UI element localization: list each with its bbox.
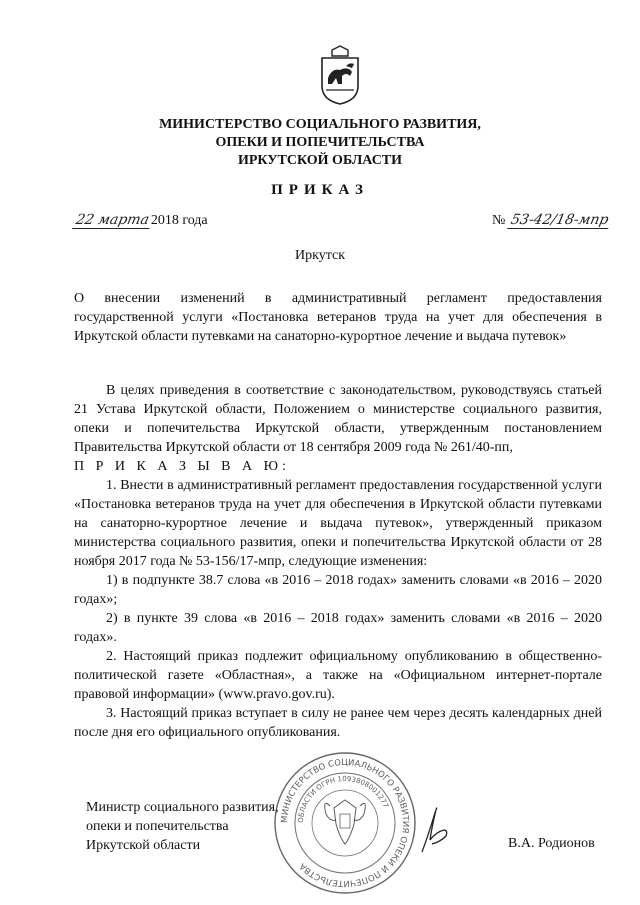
handwritten-signature	[414, 796, 454, 856]
item-3-paragraph: 3. Настоящий приказ вступает в силу не ранее чем через десять календарных дней после дня его официального опубликования.	[74, 706, 602, 740]
stamp-ring-text: МИНИСТЕРСТВО СОЦИАЛЬНОГО РАЗВИТИЯ ОПЕКИ И ПОПЕЧИТЕЛЬСТВА	[279, 757, 411, 889]
item-2-paragraph: 2. Настоящий приказ подлежит официальному опубликованию в общественно-политической газете «Областная», а также на «Официальном интернет-портале правовой информации» (www.pravo.gov.ru).	[74, 649, 602, 702]
position-line-1: Министр социального развития,	[86, 800, 279, 815]
ministry-name-line-1: МИНИСТЕРСТВО СОЦИАЛЬНОГО РАЗВИТИЯ,	[159, 117, 481, 132]
order-number	[492, 212, 610, 229]
city-name: Иркутск	[294, 248, 346, 263]
order-word: П Р И К А З Ы В А Ю:	[74, 459, 290, 474]
stamp-inner-text: ОБЛАСТИ ОГРН 1093808001277	[296, 774, 390, 824]
handwritten-number: 53-42/18-мпр	[507, 212, 612, 229]
ministry-name-line-2: ОПЕКИ И ПОПЕЧИТЕЛЬСТВА	[215, 135, 425, 150]
order-body	[74, 381, 602, 742]
position-line-3: Иркутской области	[86, 838, 201, 853]
coat-of-arms-emblem	[318, 42, 362, 106]
date-year-text: 2018 года	[150, 213, 208, 228]
ministry-name-line-3: ИРКУТСКОЙ ОБЛАСТИ	[237, 153, 403, 168]
official-stamp	[270, 748, 420, 898]
signatory-name: В.А. Родионов	[508, 836, 595, 851]
svg-text:ОБЛАСТИ ОГРН 1093808001277	[297, 775, 390, 823]
position-line-2: опеки и попечительства	[86, 819, 229, 834]
order-date	[74, 212, 208, 229]
item-1-paragraph: 1. Внести в административный регламент предоставления государственной услуги «Постановка ветеранов труда на учет для обеспечения в Иркутской области путевками на санаторно-курортное лечение и выдача путевок», утвержденный приказом министерства социального развития, опеки и попечительства Иркутской области от 28 ноября 2017 года № 53-156/17-мпр, следующие изменения:	[74, 478, 602, 569]
preamble-paragraph: В целях приведения в соответствие с законодательством, руководствуясь статьей 21 Устава Иркутской области, Положением о министерстве социального развития, опеки и попечительства Иркутской области, утвержденным постановлением Правительства Иркутской области от 18 сентября 2009 года № 261/40-пп,	[74, 383, 602, 455]
item-1-subitem-2: 2) в пункте 39 слова «в 2016 – 2018 годах» заменить словами «в 2016 – 2020 годах».	[74, 611, 602, 645]
signatory-position	[86, 798, 279, 855]
order-subject	[74, 289, 602, 346]
number-sign: №	[492, 213, 506, 228]
subject-text: О внесении изменений в административный регламент предоставления государственной услуги «Постановка ветеранов труда на учет для обеспечения в Иркутской области путевками на санаторно-курортное лечение и выдача путевок»	[74, 291, 602, 344]
handwritten-date: 22 марта	[72, 212, 152, 229]
item-1-subitem-1: 1) в подпункте 38.7 слова «в 2016 – 2018 годах» заменить словами «в 2016 – 2020 годах»;	[74, 573, 602, 607]
document-type-title: ПРИКАЗ	[271, 182, 369, 198]
